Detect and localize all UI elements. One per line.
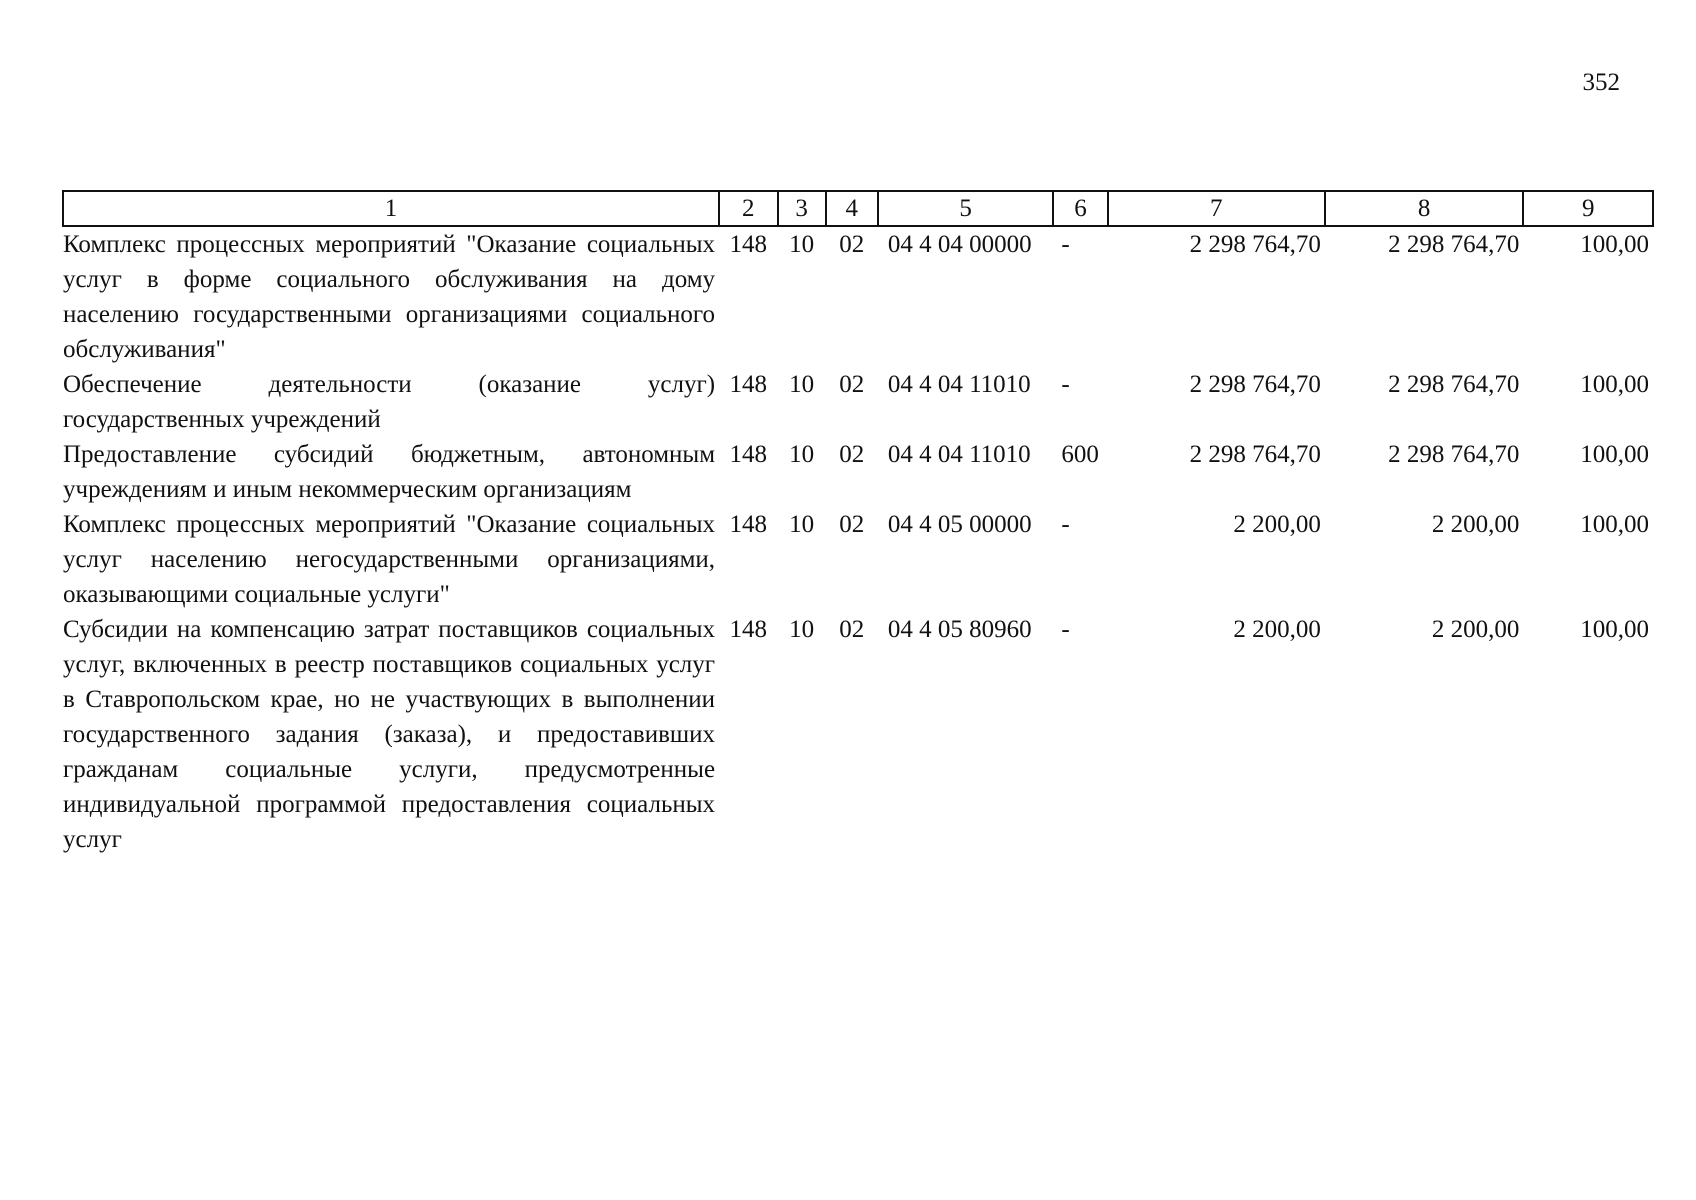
header-col-9: 9 [1523, 191, 1653, 226]
row-pct: 100,00 [1580, 616, 1649, 643]
row-name: Предоставление субсидий бюджетным, автономным учреждениям и иным некоммерческим организациям [63, 441, 716, 503]
row-plan: 2 298 764,70 [1189, 231, 1321, 258]
row-plan: 2 298 764,70 [1189, 371, 1321, 398]
row-ved: 148 [729, 371, 768, 398]
row-pct: 100,00 [1580, 371, 1649, 398]
header-col-4: 4 [826, 191, 878, 226]
row-pr: 02 [839, 511, 865, 538]
header-col-6: 6 [1053, 191, 1107, 226]
row-pr: 02 [839, 231, 865, 258]
table-row [63, 437, 1653, 507]
row-name: Обеспечение деятельности (оказание услуг) государственных учреждений [63, 371, 716, 433]
row-vr: - [1061, 231, 1070, 258]
header-col-2: 2 [719, 191, 778, 226]
table-row [63, 612, 1653, 857]
row-name: Комплекс процессных мероприятий "Оказание социальных услуг в форме социального обслуживания на дому населению государственными организациями социального обслуживания" [63, 231, 716, 363]
row-name: Субсидии на компенсацию затрат поставщиков социальных услуг, включенных в реестр поставщиков социальных услуг в Ставропольском крае, но не участвующих в выполнении государственного задания (заказа), и предоставивших гражданам социальные услуги, предусмотренные индивидуальной программой предоставления социальных услуг [63, 616, 716, 853]
header-col-8: 8 [1325, 191, 1523, 226]
row-csr: 04 4 05 00000 [887, 511, 1032, 538]
row-csr: 04 4 04 11010 [887, 371, 1031, 398]
row-fact: 2 200,00 [1431, 511, 1520, 538]
header-col-7: 7 [1108, 191, 1325, 226]
row-plan: 2 200,00 [1233, 616, 1321, 643]
table-row [63, 226, 1653, 367]
row-pr: 02 [839, 616, 865, 643]
row-fact: 2 200,00 [1431, 616, 1520, 643]
row-csr: 04 4 04 00000 [887, 231, 1032, 258]
header-col-3: 3 [778, 191, 826, 226]
row-pr: 02 [839, 441, 865, 468]
row-vr: - [1061, 511, 1070, 538]
row-plan: 2 298 764,70 [1189, 441, 1321, 468]
row-pr: 02 [839, 371, 865, 398]
row-pct: 100,00 [1580, 511, 1649, 538]
header-col-5: 5 [878, 191, 1054, 226]
row-fact: 2 298 764,70 [1388, 441, 1520, 468]
row-fact: 2 298 764,70 [1388, 231, 1520, 258]
row-ved: 148 [729, 441, 768, 468]
row-rz: 10 [789, 616, 815, 643]
row-csr: 04 4 04 11010 [887, 441, 1031, 468]
table-row [63, 367, 1653, 437]
row-pct: 100,00 [1580, 231, 1649, 258]
row-pct: 100,00 [1580, 441, 1649, 468]
row-plan: 2 200,00 [1233, 511, 1321, 538]
row-rz: 10 [789, 371, 815, 398]
table-row [63, 507, 1653, 612]
row-ved: 148 [729, 511, 768, 538]
row-vr: 600 [1061, 441, 1099, 468]
row-ved: 148 [729, 231, 768, 258]
row-ved: 148 [729, 616, 768, 643]
row-rz: 10 [789, 441, 815, 468]
row-fact: 2 298 764,70 [1388, 371, 1520, 398]
budget-table [62, 190, 1654, 857]
table-header-row [63, 191, 1653, 226]
row-vr: - [1061, 616, 1070, 643]
row-rz: 10 [789, 511, 815, 538]
row-vr: - [1061, 371, 1070, 398]
header-col-1: 1 [63, 191, 719, 226]
page-number: 352 [1582, 69, 1620, 96]
row-csr: 04 4 05 80960 [887, 616, 1032, 643]
row-name: Комплекс процессных мероприятий "Оказание социальных услуг населению негосударственными организациями, оказывающими социальные услуги" [63, 511, 716, 608]
row-rz: 10 [789, 231, 815, 258]
